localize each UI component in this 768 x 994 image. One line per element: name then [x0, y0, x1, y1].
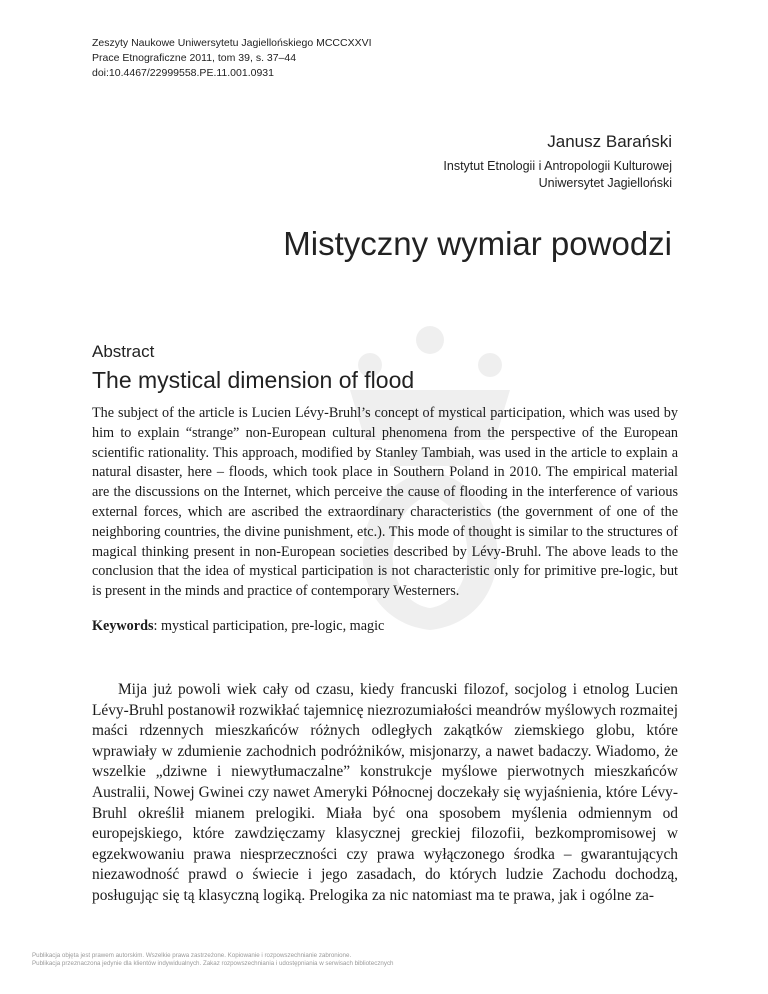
- footer-line-2: Publikacja przeznaczona jedynie dla klientów indywidualnych. Zakaz rozpowszechniania i udostępniania w serwisach bibliotecznych: [32, 960, 394, 967]
- abstract-text: The subject of the article is Lucien Lévy-Bruhl’s concept of mystical participation, which was used by him to explain “strange” non-European cultural phenomena from the perspective of the European scientific rationality. This approach, modified by Stanley Tambiah, was used in the article to explain a natural disaster, here – floods, which took place in Southern Poland in 2010. The empirical material are the discussions on the Internet, which perceive the cause of flooding in the interference of various external forces, which are ascribed the extraordinary characteristics (the government of one of the neighboring countries, the divine punishment, etc.). This mode of thought is similar to the structures of magical thinking present in non-European societies described by Lévy-Bruhl. The above leads to the conclusion that the idea of mystical participation is not characteristic only for primitive pre-logic, but is present in the minds and practice of contemporary Westerners.: [92, 405, 678, 600]
- article-title: Mistyczny wymiar powodzi: [283, 225, 672, 262]
- affiliation-institute: Instytut Etnologii i Antropologii Kulturowej: [443, 159, 672, 173]
- footer-line-1: Publikacja objęta jest prawem autorskim. Wszelkie prawa zastrzeżone. Kopiowanie i rozpowszechnianie zabronione.: [32, 952, 352, 959]
- doi: doi:10.4467/22999558.PE.11.001.0931: [92, 67, 274, 79]
- journal-name: Zeszyty Naukowe Uniwersytetu Jagiellońskiego MCCCXXVI: [92, 37, 372, 49]
- journal-header: [92, 36, 372, 81]
- affiliation-university: Uniwersytet Jagielloński: [538, 176, 672, 190]
- author-name: Janusz Barański: [547, 132, 672, 151]
- keywords-label: Keywords: [92, 618, 154, 634]
- keywords: [92, 616, 678, 636]
- body-paragraph: Mija już powoli wiek cały od czasu, kiedy francuski filozof, socjolog i etnolog Lucien Lévy-Bruhl postanowił rozwikłać tajemnicę niezrozumiałości meandrów myślowych rozmaitej maści rdzennych mieszkańców różnych odległych zakątków ziemskiego globu, które wprawiały w zdumienie zachodnich podróżników, misjonarzy, a nawet badaczy. Wiadomo, że wszelkie „dziwne i niewytłumaczalne” konstrukcje myślowe pierwotnych mieszkańców Australii, Nowej Gwinei czy nawet Ameryki Północnej doczekały się wyjaśnienia, które Lévy-Bruhl określił mianem prelogiki. Miała być ona sposobem myślenia odmiennym od europejskiego, które zawdzięczamy klasycznej greckiej filozofii, bezkompromisowej w egzekwowaniu prawa niesprzeczności czy prawa wyłączonego środka – gwarantujących niezawodność prawd o świecie i jego zasadach, do których ludzie Zachodu dochodzą, posługując się tą klasyczną logiką. Prelogika za nic natomiast ma te prawa, jak i ogólne za-: [92, 681, 678, 904]
- journal-volume: Prace Etnograficzne 2011, tom 39, s. 37–44: [92, 52, 297, 64]
- abstract-title: The mystical dimension of flood: [92, 367, 415, 393]
- abstract-label: Abstract: [92, 342, 155, 361]
- keywords-text: : mystical participation, pre-logic, magic: [153, 618, 385, 634]
- author-block: [443, 130, 672, 192]
- copyright-footer: [32, 952, 393, 968]
